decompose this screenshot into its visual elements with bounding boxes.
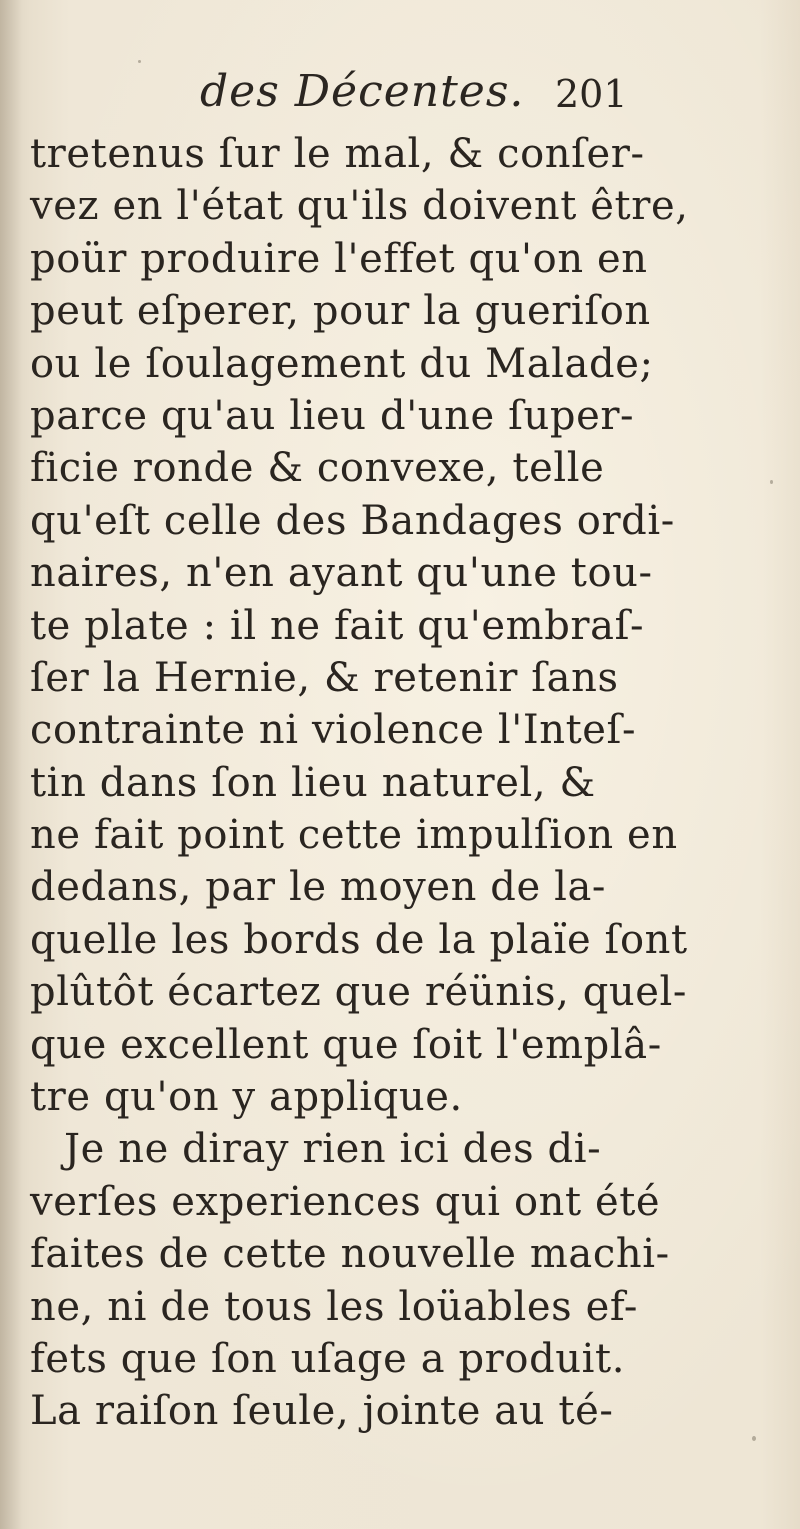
page-number: 201 xyxy=(555,72,628,116)
paper-speck xyxy=(480,1360,482,1362)
paper-speck xyxy=(752,1436,756,1441)
text-line: faites de cette nouvelle machi- xyxy=(30,1231,670,1278)
text-line: quelle les bords de la plaïe ſont xyxy=(30,916,688,963)
text-line: dedans, par le moyen de la- xyxy=(30,864,607,911)
text-line: ſer la Hernie, & retenir ſans xyxy=(30,654,619,701)
text-line: ne fait point cette impulſion en xyxy=(30,812,678,859)
text-line: ou le ſoulagement du Malade; xyxy=(30,340,654,387)
text-line: naires, n'en ayant qu'une tou- xyxy=(30,550,653,597)
text-line: verſes experiences qui ont été xyxy=(30,1178,661,1225)
text-line: plûtôt écartez que réünis, quel- xyxy=(30,969,688,1016)
text-line: parce qu'au lieu d'une ſuper- xyxy=(30,392,635,439)
running-head: des Décentes. xyxy=(200,66,525,117)
text-line: peut eſperer, pour la gueriſon xyxy=(30,288,651,335)
text-line: vez en l'état qu'ils doivent être, xyxy=(30,183,689,230)
text-line: qu'eſt celle des Bandages ordi- xyxy=(30,497,675,544)
text-line: que excellent que ſoit l'emplâ- xyxy=(30,1021,662,1068)
text-line: ne, ni de tous les loüables ef- xyxy=(30,1283,638,1330)
paper-speck xyxy=(138,60,141,63)
paper-speck xyxy=(770,480,773,484)
text-line: fets que ſon uſage a produit. xyxy=(30,1335,626,1382)
text-line: te plate : il ne fait qu'embraſ- xyxy=(30,602,645,649)
text-line: tretenus ſur le mal, & conſer- xyxy=(30,131,645,177)
text-line: tre qu'on y applique. xyxy=(30,1074,463,1121)
text-line: ficie ronde & convexe, telle xyxy=(30,445,605,492)
paragraph-start-line: Je ne diray rien ici des di- xyxy=(64,1126,602,1173)
text-line: La raiſon ſeule, jointe au té- xyxy=(30,1388,614,1435)
gutter-shadow xyxy=(0,0,22,1529)
text-line: tin dans ſon lieu naturel, & xyxy=(30,759,596,806)
body-text xyxy=(30,128,689,1438)
text-line: contrainte ni violence l'Inteſ- xyxy=(30,707,637,754)
text-line: poür produire l'effet qu'on en xyxy=(30,235,648,282)
